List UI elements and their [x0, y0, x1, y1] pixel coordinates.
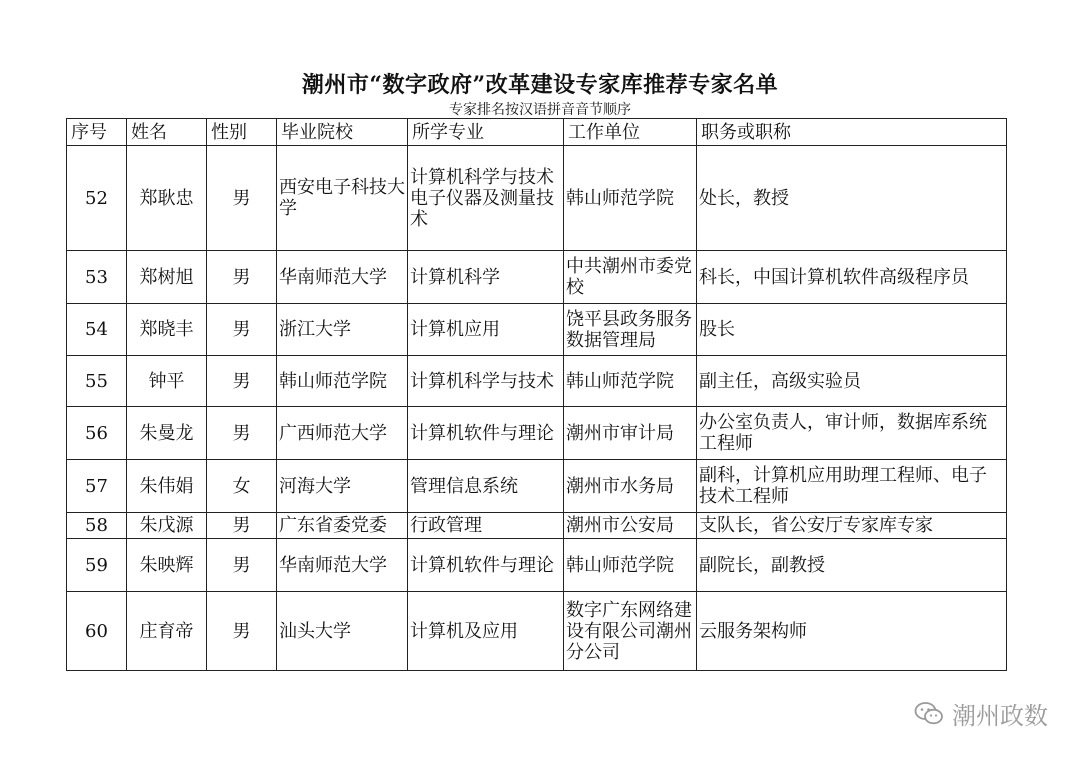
cell-index: 58: [67, 513, 127, 539]
cell-name: 钟平: [127, 356, 207, 407]
cell-gender: 男: [207, 592, 277, 671]
cell-school: 西安电子科技大学: [277, 146, 408, 251]
cell-index: 57: [67, 460, 127, 513]
cell-school: 浙江大学: [277, 304, 408, 356]
cell-employer: 潮州市公安局: [564, 513, 697, 539]
cell-title: 处长，教授: [697, 146, 1007, 251]
cell-title: 云服务架构师: [697, 592, 1007, 671]
cell-index: 56: [67, 407, 127, 460]
cell-name: 朱伟娟: [127, 460, 207, 513]
cell-employer: 韩山师范学院: [564, 356, 697, 407]
cell-name: 郑晓丰: [127, 304, 207, 356]
expert-table: [66, 118, 1007, 671]
cell-index: 52: [67, 146, 127, 251]
cell-gender: 女: [207, 460, 277, 513]
cell-title: 副院长，副教授: [697, 539, 1007, 592]
cell-school: 华南师范大学: [277, 539, 408, 592]
cell-name: 郑耿忠: [127, 146, 207, 251]
cell-title: 支队长，省公安厅专家库专家: [697, 513, 1007, 539]
header-school: 毕业院校: [277, 119, 408, 146]
cell-employer: 中共潮州市委党校: [564, 251, 697, 304]
account-watermark: [914, 696, 1048, 731]
cell-school: 华南师范大学: [277, 251, 408, 304]
cell-major: 计算机软件与理论: [408, 539, 564, 592]
cell-gender: 男: [207, 539, 277, 592]
cell-major: 管理信息系统: [408, 460, 564, 513]
cell-name: 朱曼龙: [127, 407, 207, 460]
cell-major: 计算机科学: [408, 251, 564, 304]
table-row: [67, 460, 1007, 513]
cell-index: 60: [67, 592, 127, 671]
cell-gender: 男: [207, 146, 277, 251]
cell-major: 计算机科学与技术 电子仪器及测量技术: [408, 146, 564, 251]
cell-title: 副科，计算机应用助理工程师、电子技术工程师: [697, 460, 1007, 513]
cell-index: 54: [67, 304, 127, 356]
table-row: [67, 304, 1007, 356]
header-major: 所学专业: [408, 119, 564, 146]
cell-employer: 潮州市审计局: [564, 407, 697, 460]
cell-school: 汕头大学: [277, 592, 408, 671]
cell-employer: 韩山师范学院: [564, 146, 697, 251]
cell-title: 股长: [697, 304, 1007, 356]
cell-school: 河海大学: [277, 460, 408, 513]
table-row: [67, 513, 1007, 539]
cell-index: 59: [67, 539, 127, 592]
cell-name: 朱映辉: [127, 539, 207, 592]
table-header-row: [67, 119, 1007, 146]
cell-gender: 男: [207, 407, 277, 460]
cell-gender: 男: [207, 356, 277, 407]
cell-major: 行政管理: [408, 513, 564, 539]
cell-title: 办公室负责人，审计师，数据库系统工程师: [697, 407, 1007, 460]
cell-employer: 饶平县政务服务数据管理局: [564, 304, 697, 356]
header-employer: 工作单位: [564, 119, 697, 146]
cell-school: 韩山师范学院: [277, 356, 408, 407]
cell-title: 副主任，高级实验员: [697, 356, 1007, 407]
cell-major: 计算机应用: [408, 304, 564, 356]
cell-school: 广东省委党委: [277, 513, 408, 539]
cell-employer: 潮州市水务局: [564, 460, 697, 513]
cell-index: 55: [67, 356, 127, 407]
header-title: 职务或职称: [697, 119, 1007, 146]
table-row: [67, 251, 1007, 304]
header-gender: 性别: [207, 119, 277, 146]
cell-gender: 男: [207, 513, 277, 539]
wechat-icon: [914, 701, 944, 727]
table-row: [67, 592, 1007, 671]
cell-school: 广西师范大学: [277, 407, 408, 460]
cell-name: 郑树旭: [127, 251, 207, 304]
table-row: [67, 407, 1007, 460]
cell-major: 计算机软件与理论: [408, 407, 564, 460]
header-name: 姓名: [127, 119, 207, 146]
cell-employer: 韩山师范学院: [564, 539, 697, 592]
document-title: 潮州市“数字政府”改革建设专家库推荐专家名单: [301, 72, 779, 98]
table-row: [67, 146, 1007, 251]
header-index: 序号: [67, 119, 127, 146]
table-row: [67, 356, 1007, 407]
cell-employer: 数字广东网络建设有限公司潮州分公司: [564, 592, 697, 671]
cell-index: 53: [67, 251, 127, 304]
cell-major: 计算机及应用: [408, 592, 564, 671]
table-row: [67, 539, 1007, 592]
watermark-text: 潮州政数: [952, 702, 1048, 730]
cell-name: 庄育帝: [127, 592, 207, 671]
document-subtitle: 专家排名按汉语拼音音节顺序: [449, 102, 631, 118]
cell-gender: 男: [207, 251, 277, 304]
cell-name: 朱戊源: [127, 513, 207, 539]
cell-title: 科长，中国计算机软件高级程序员: [697, 251, 1007, 304]
cell-gender: 男: [207, 304, 277, 356]
cell-major: 计算机科学与技术: [408, 356, 564, 407]
